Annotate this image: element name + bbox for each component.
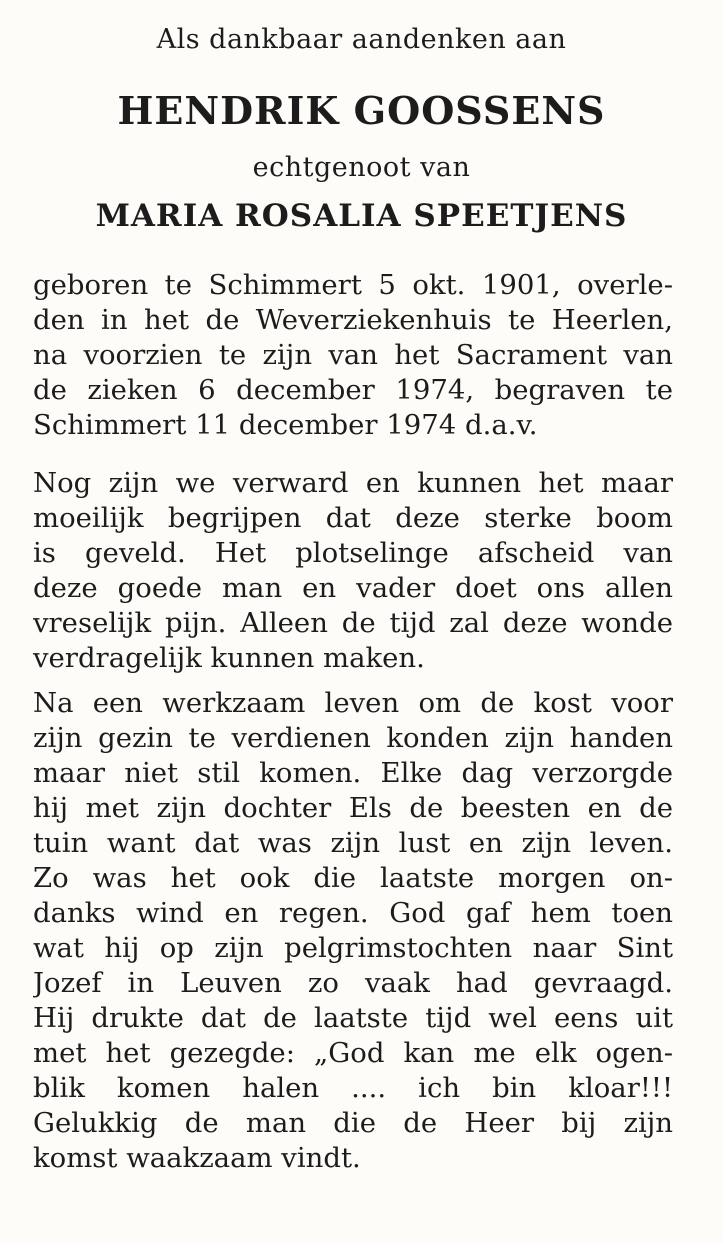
tribute-paragraph <box>33 466 673 676</box>
text-line: is geveld. Het plotselinge afscheid van <box>33 537 673 569</box>
text-line: Nog zijn we verward en kunnen het maar <box>33 467 673 499</box>
text-line: hij met zijn dochter Els de beesten en de <box>33 792 673 824</box>
text-line: de zieken 6 december 1974, begraven te <box>33 374 673 406</box>
text-line: Gelukkig de man die de Heer bij zijn <box>33 1107 673 1139</box>
text-line: moeilijk begrijpen dat deze sterke boom <box>33 502 673 534</box>
intro-text: Als dankbaar aandenken aan <box>156 24 567 55</box>
text-line: komst waakzaam vindt. <box>33 1142 361 1174</box>
text-line: met het gezegde: „God kan me elk ogen- <box>33 1037 673 1069</box>
text-line: zijn gezin te verdienen konden zijn handen <box>33 722 673 754</box>
text-line: Jozef in Leuven zo vaak had gevraagd. <box>33 967 673 999</box>
text-line: geboren te Schimmert 5 okt. 1901, overle- <box>33 269 673 301</box>
spouse-name: MARIA ROSALIA SPEETJENS <box>95 198 628 234</box>
text-line: tuin want dat was zijn lust en zijn leven. <box>33 827 673 859</box>
text-line: Zo was het ook die laatste morgen on- <box>33 862 673 894</box>
biography-paragraph <box>33 268 673 443</box>
deceased-name: HENDRIK GOOSSENS <box>117 88 606 133</box>
text-line: Na een werkzaam leven om de kost voor <box>33 687 673 719</box>
text-line: deze goede man en vader doet ons allen <box>33 572 673 604</box>
text-line: blik komen halen .... ich bin kloar!!! <box>33 1072 673 1104</box>
text-line: verdragelijk kunnen maken. <box>33 642 425 674</box>
text-line: danks wind en regen. God gaf hem toen <box>33 897 673 929</box>
text-line: vreselijk pijn. Alleen de tijd zal deze wonde <box>33 607 673 639</box>
text-line: maar niet stil komen. Elke dag verzorgde <box>33 757 673 789</box>
spouse-intro-text: echtgenoot van <box>252 152 471 183</box>
text-line: den in het de Weverziekenhuis te Heerlen, <box>33 304 673 336</box>
text-line: Schimmert 11 december 1974 d.a.v. <box>33 409 538 441</box>
text-line: na voorzien te zijn van het Sacrament van <box>33 339 673 371</box>
life-paragraph <box>33 686 673 1176</box>
text-line: Hij drukte dat de laatste tijd wel eens uit <box>33 1002 673 1034</box>
text-line: wat hij op zijn pelgrimstochten naar Sint <box>33 932 673 964</box>
